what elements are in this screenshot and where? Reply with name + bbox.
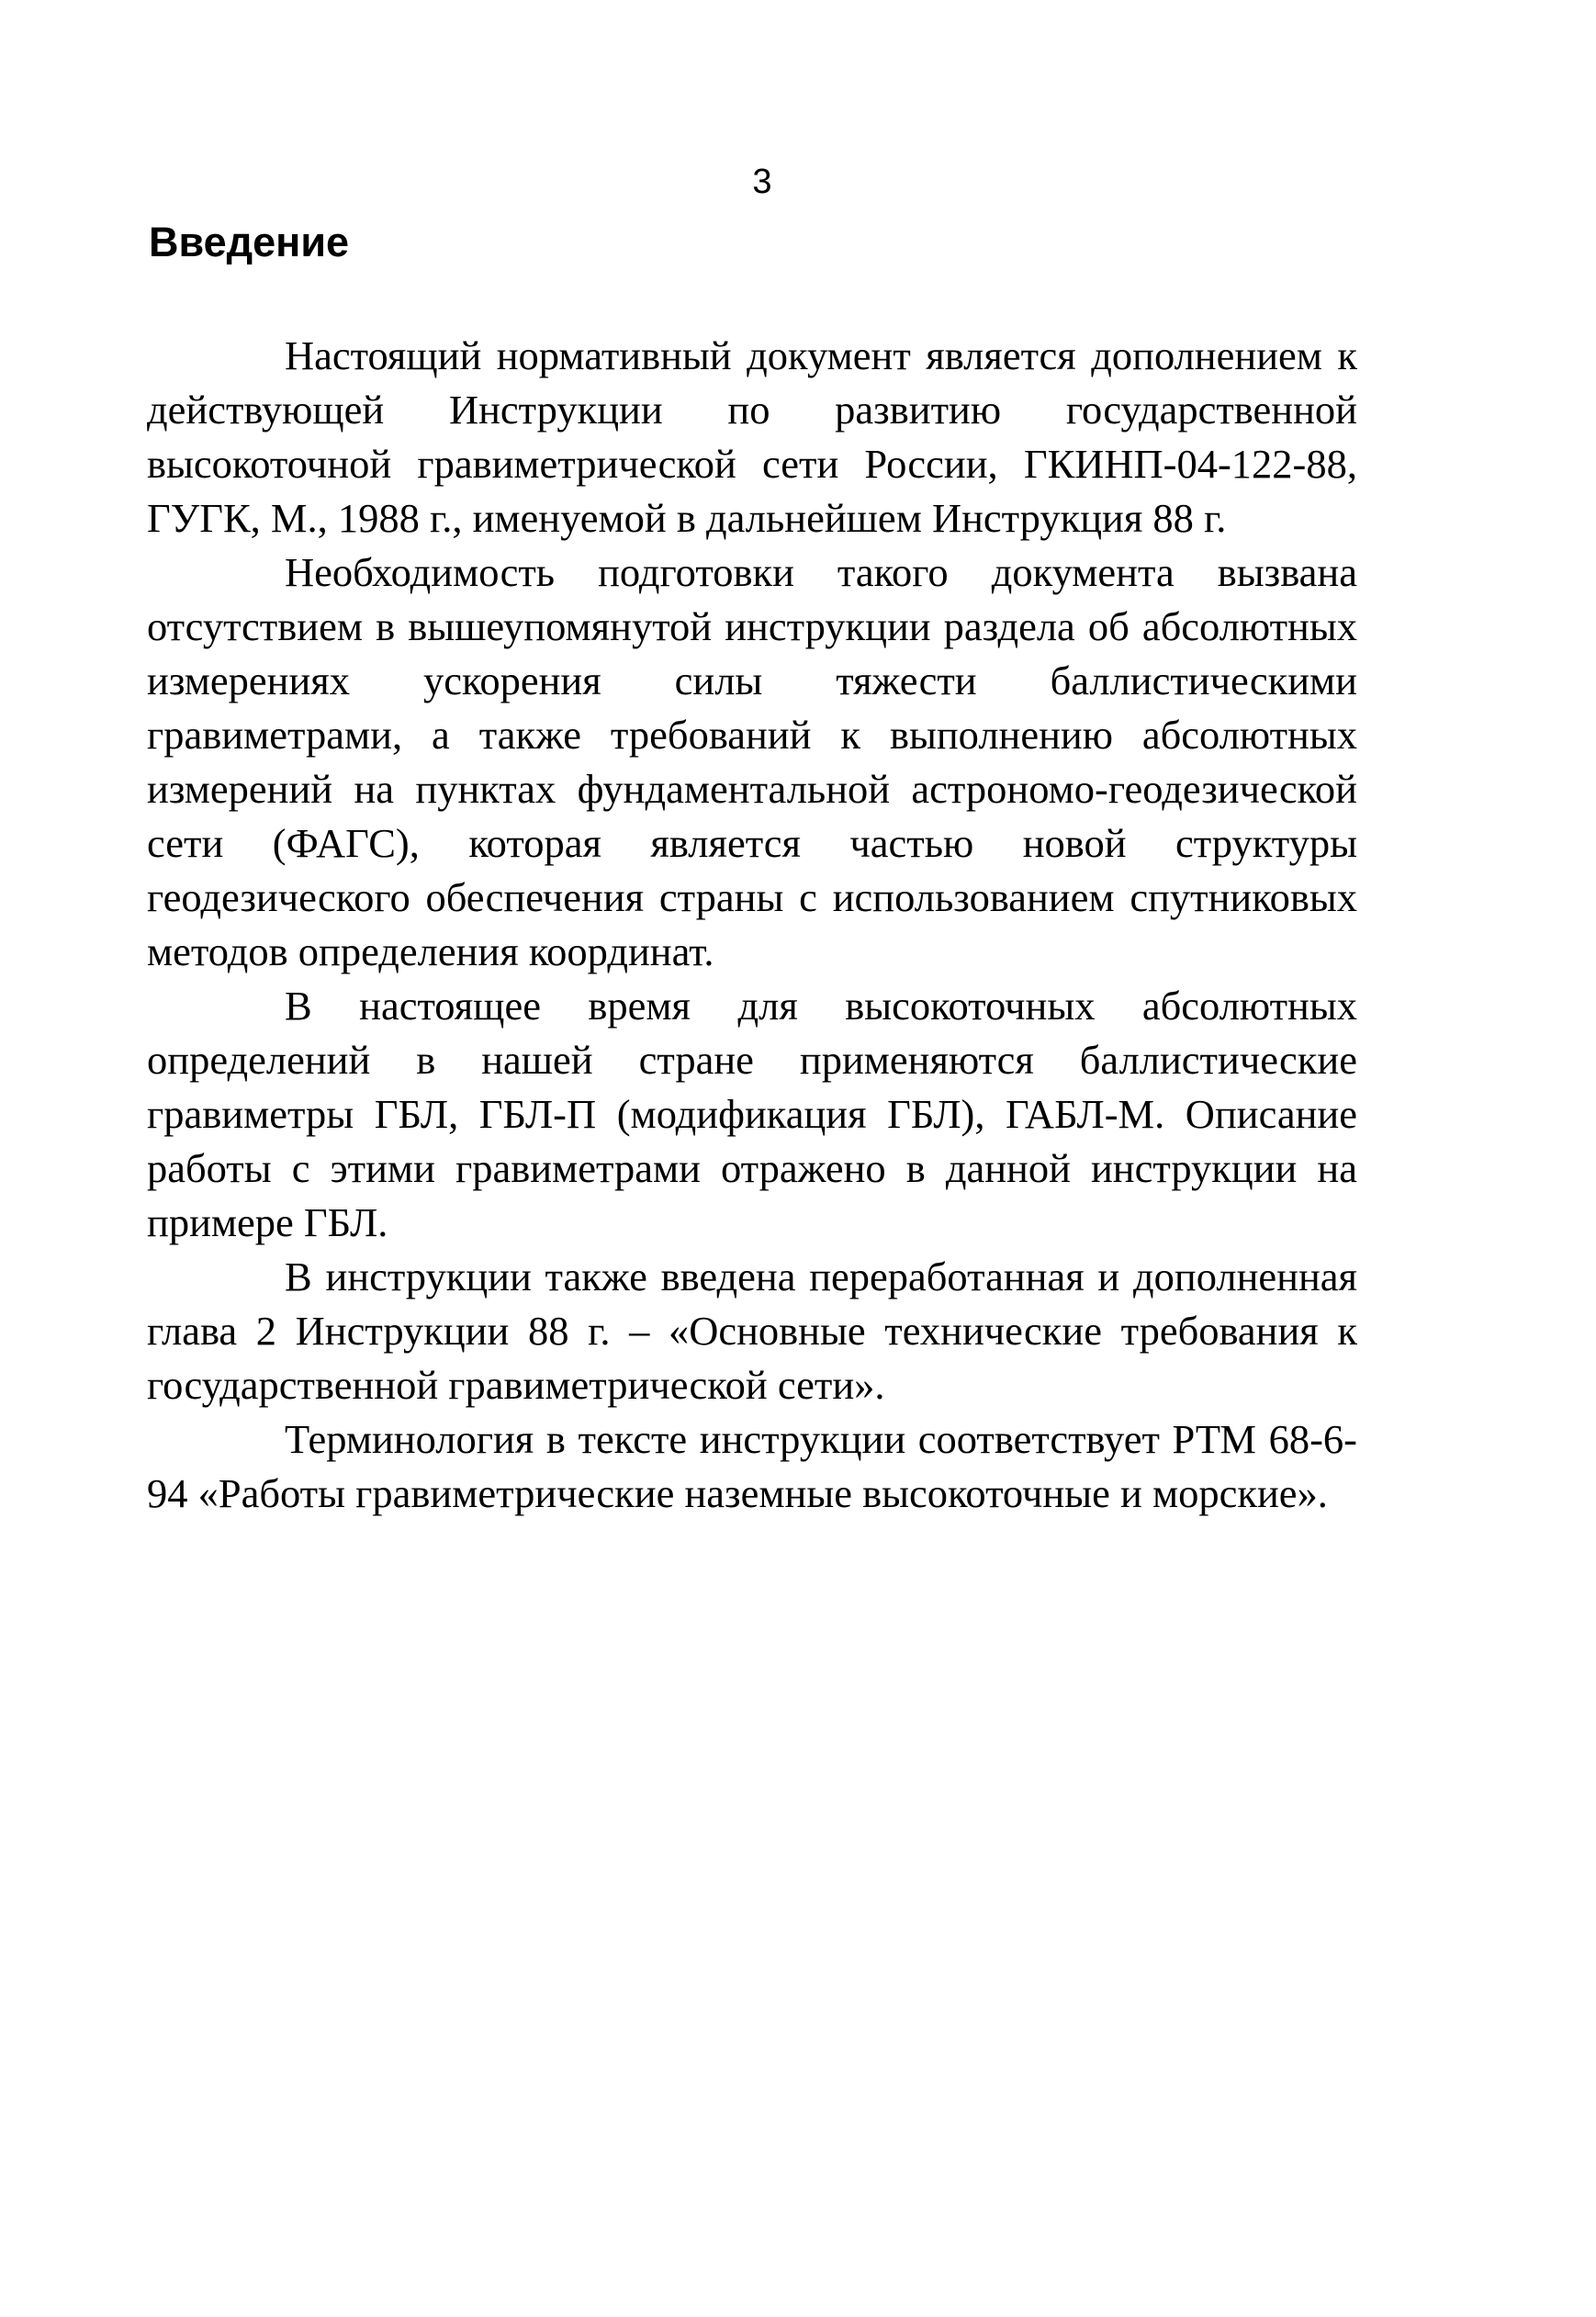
paragraph-necessity: Необходимость подготовки такого документа вызвана отсутствием в вышеупомянутой инструкции раздела об абсолютных измерениях ускорения силы тяжести баллистическими гравиметрами, а также требований к выполнению абсолютных измерений на пунктах фундаментальной астрономо-геодезической сети (ФАГС), которая является частью новой структуры геодезического обеспечения страны с использованием спутниковых методов определения координат. xyxy=(147,549,1357,974)
paragraph-gravimeters: В настоящее время для высокоточных абсолютных определений в нашей стране применяются баллистические гравиметры ГБЛ, ГБЛ-П (модификация ГБЛ), ГАБЛ-М. Описание работы с этими гравиметрами отражено в данной инструкции на примере ГБЛ. xyxy=(147,983,1357,1245)
page-number: 3 xyxy=(752,163,772,201)
paragraph-intro: Настоящий нормативный документ является дополнением к действующей Инструкции по развитию государственной высокоточной гравиметрической сети России, ГКИНП-04-122-88, ГУГК, М., 1988 г., именуемой в дальнейшем Инструкция 88 г. xyxy=(147,332,1357,541)
section-heading: Введение xyxy=(149,219,350,265)
body-text xyxy=(147,329,1357,1521)
paragraph-chapter-2: В инструкции также введена переработанная и дополненная глава 2 Инструкции 88 г. – «Основные технические требования к государственной гравиметрической сети». xyxy=(147,1254,1357,1408)
paragraph-terminology: Терминология в тексте инструкции соответствует РТМ 68-6-94 «Работы гравиметрические наземные высокоточные и морские». xyxy=(147,1416,1357,1516)
